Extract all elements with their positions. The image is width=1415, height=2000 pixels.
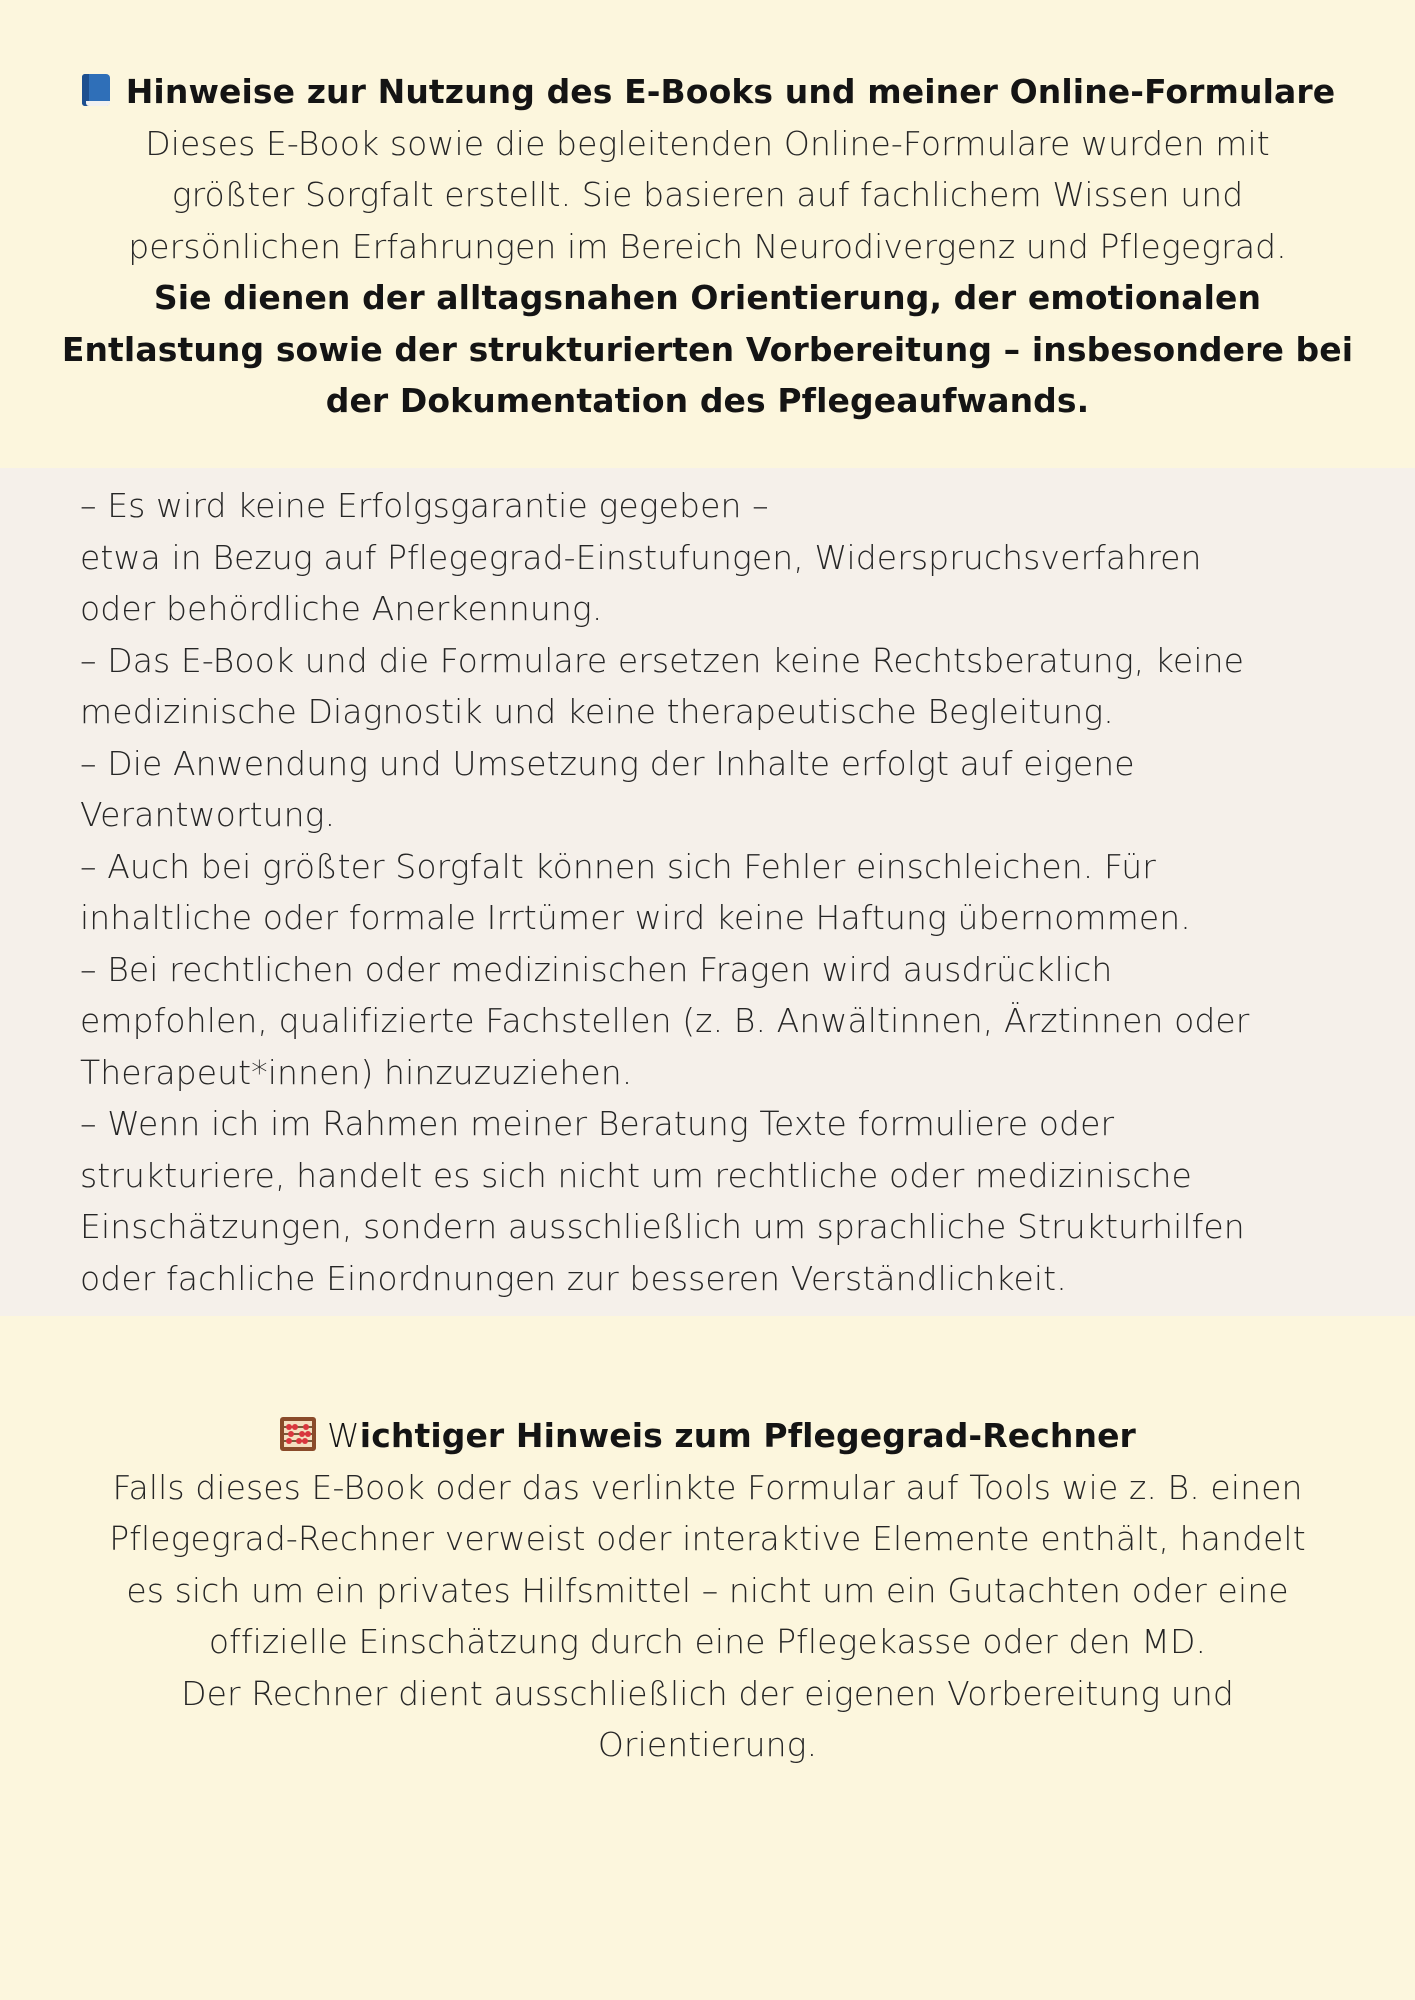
disclaimer-line: medizinische Diagnostik und keine therapeutische Begleitung.: [80, 692, 1114, 731]
disclaimer-line: oder fachliche Einordnungen zur besseren Verständlichkeit.: [80, 1258, 1067, 1298]
disclaimer-line: etwa in Bezug auf Pflegegrad-Einstufungen, Widerspruchsverfahren: [80, 537, 1202, 577]
blue-book-icon: [80, 74, 116, 108]
intro-section: [0, 66, 1415, 427]
disclaimer-list: [80, 480, 1340, 1304]
intro-text-line: größter Sorgfalt erstellt. Sie basieren auf fachlichem Wissen und: [171, 175, 1244, 214]
intro-text-line: persönlichen Erfahrungen im Bereich Neurodivergenz und Pflegegrad.: [128, 226, 1287, 266]
calculator-title-first-letter: W: [327, 1416, 360, 1455]
intro-title: Hinweise zur Nutzung des E-Books und meiner Online-Formulare: [125, 72, 1336, 111]
disclaimer-line: inhaltliche oder formale Irrtümer wird keine Haftung übernommen.: [80, 898, 1191, 937]
intro-text-line: Dieses E-Book sowie die begleitenden Online-Formulare wurden mit: [145, 123, 1270, 163]
disclaimer-line: – Wenn ich im Rahmen meiner Beratung Texte formuliere oder: [80, 1104, 1115, 1143]
intro-bold-line: der Dokumentation des Pflegeaufwands.: [325, 381, 1090, 420]
disclaimer-line: Einschätzungen, sondern ausschließlich um sprachliche Strukturhilfen: [80, 1207, 1245, 1246]
disclaimer-line: – Bei rechtlichen oder medizinischen Fragen wird ausdrücklich: [80, 949, 1113, 989]
calculator-text-line: Orientierung.: [597, 1725, 818, 1764]
disclaimer-line: Therapeut*innen) hinzuzuziehen.: [80, 1052, 633, 1092]
intro-bold-line: Sie dienen der alltagsnahen Orientierung, der emotionalen: [153, 278, 1262, 317]
disclaimer-line: – Das E-Book und die Formulare ersetzen keine Rechtsberatung, keine: [80, 640, 1245, 680]
calculator-text-line: Pflegegrad-Rechner verweist oder interaktive Elemente enthält, handelt: [109, 1519, 1306, 1558]
disclaimer-line: empfohlen, qualifizierte Fachstellen (z. B. Anwältinnen, Ärztinnen oder: [80, 1001, 1250, 1040]
abacus-icon: [279, 1416, 317, 1452]
calculator-title-line: [0, 1410, 1415, 1462]
disclaimer-line: oder behördliche Anerkennung.: [80, 589, 603, 628]
disclaimer-line: – Die Anwendung und Umsetzung der Inhalte erfolgt auf eigene: [80, 743, 1135, 783]
calculator-title: ichtiger Hinweis zum Pflegegrad-Rechner: [359, 1416, 1136, 1455]
disclaimer-line: – Es wird keine Erfolgsgarantie gegeben –: [80, 486, 769, 525]
disclaimer-line: – Auch bei größter Sorgfalt können sich Fehler einschleichen. Für: [80, 846, 1156, 886]
calculator-text-line: offizielle Einschätzung durch eine Pflegekasse oder den MD.: [208, 1622, 1207, 1661]
intro-bold-line: Entlastung sowie der strukturierten Vorbereitung – insbesondere bei: [61, 329, 1354, 369]
calculator-text-line: Der Rechner dient ausschließlich der eigenen Vorbereitung und: [181, 1673, 1234, 1713]
disclaimer-line: Verantwortung.: [80, 795, 336, 834]
calculator-text-line: Falls dieses E-Book oder das verlinkte Formular auf Tools wie z. B. einen: [112, 1467, 1303, 1507]
calculator-text-line: es sich um ein privates Hilfsmittel – nicht um ein Gutachten oder eine: [126, 1570, 1289, 1610]
disclaimer-line: strukturiere, handelt es sich nicht um rechtliche oder medizinische: [80, 1155, 1192, 1195]
intro-title-line: [0, 66, 1415, 118]
calculator-note-section: [0, 1410, 1415, 1771]
